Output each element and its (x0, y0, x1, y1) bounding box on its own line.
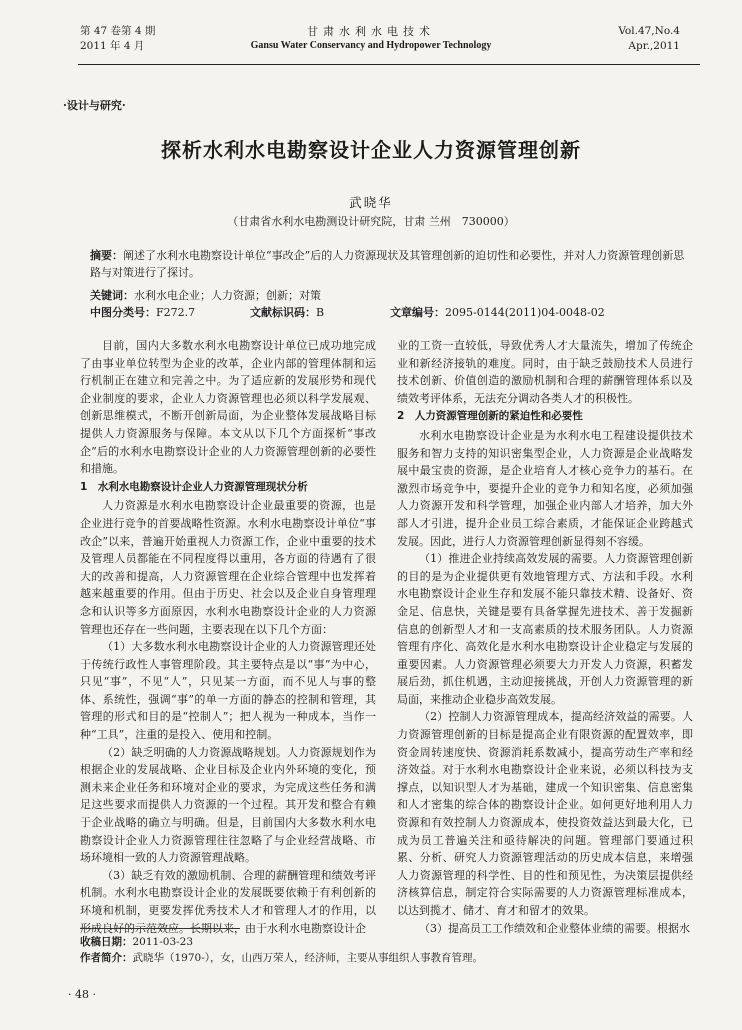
author-affiliation: （甘肃省水利水电勘测设计研究院，甘肃 兰州 730000） (227, 215, 515, 228)
header-rule (78, 64, 700, 65)
issue-date: 2011 年 4 月 (80, 40, 145, 52)
body-column-right (397, 337, 693, 937)
paragraph: 目前，国内大多数水利水电勘察设计单位已成功地完成了由事业单位转型为企业的改革，企业内部的管理体制和运行机制正在建立和完善之中。为了适应新的发展形势和现代企业制度的要求，企业人力资源管理也必须以科学发展观、创新思维模式，不断开创新局面，为企业整体发展战略目标提供人力资源服务与保障。本文从以下几个方面探析“事改企”后的水利水电勘察设计企业的人力资源管理创新的必要性和措施。 (80, 339, 376, 476)
section-heading: 2 人力资源管理创新的紧迫性和必要性 (397, 410, 583, 423)
received-date-value: 2011-03-23 (132, 936, 194, 948)
paragraph: （3）提高员工工作绩效和企业整体业绩的需要。根据水 (419, 921, 690, 935)
paragraph: 水利水电勘察设计企业是为水利水电工程建设提供技术服务和智力支持的知识密集型企业，人力资源是企业战略发展中最宝贵的资源，是企业培育人才核心竞争力的基石。在激烈市场竞争中，要提升企业的竞争力和知名度，必须加强人力资源开发和科学管理，加强企业内部人才培养，加大外部人才引进，提升企业员工综合素质，才能保证企业跨越式发展。因此，进行人力资源管理创新显得刻不容缓。 (397, 428, 693, 548)
journal-issue-en (618, 24, 680, 54)
paragraph: （2）控制人力资源管理成本，提高经济效益的需要。人力资源管理创新的目标是提高企业有限资源的配置效率，即资金周转速度快、资源消耗系数减小，提高劳动生产率和经济效益。对于水利水电勘察设计企业来说，必须以科技为支撑点，以知识型人才为基础，建成一个知识密集、信息密集和人才密集的综合体的勘察设计企业。如何更好地利用人力资源和有效控制人力资源成本，使投资效益达到最大化，已成为员工普遍关注和亟待解决的问题。管理部门要通过积累、分析、研究人力资源管理活动的历史成本信息，来增强人力资源管理的科学性、目的性和预见性，为决策层提供经济核算信息，制定符合实际需要的人力资源管理标准成本，以达到揽才、储才、育才和留才的效果。 (397, 710, 693, 917)
body-column-left (80, 337, 376, 937)
volume-issue: 第 47 卷第 4 期 (80, 25, 156, 37)
page-number: · 48 · (68, 988, 96, 1001)
doc-code-value: B (316, 306, 325, 319)
section-tag: ·设计与研究· (63, 99, 126, 112)
section-heading: 1 水利水电勘察设计企业人力资源管理现状分析 (80, 480, 308, 493)
issue-date-en: Apr.,2011 (628, 40, 680, 52)
abstract (90, 247, 690, 281)
classification-line (90, 304, 690, 321)
volume-issue-en: Vol.47,No.4 (618, 25, 680, 37)
paragraph: 业的工资一直较低，导致优秀人才大量流失，增加了传统企业和新经济接轨的难度。同时，由于缺乏鼓励技术人员进行技术创新、价值创造的激励机制和合理的薪酬管理体系以及绩效考评体系，无法充分调动各类人才的积极性。 (397, 339, 693, 405)
footnote-rule (80, 928, 240, 929)
article-no-label: 文章编号： (390, 306, 445, 319)
paragraph: （1）大多数水利水电勘察设计企业的人力资源管理还处于传统行政性人事管理阶段。其主要特点是以“事”为中心，只见“事”，不见“人”，只见某一方面，而不见人与事的整体、系统性，强调“事”的单一方面的静态的控制和管理，其管理的形式和目的是“控制人”；把人视为一种成本，当作一种“工具”，注重的是投入、使用和控制。 (80, 640, 376, 742)
author-bio-note (80, 950, 483, 966)
paragraph: 人力资源是水利水电勘察设计企业最重要的资源，也是企业进行竞争的首要战略性资源。水利水电勘察设计单位“事改企”以来，普遍开始重视人力资源工作，企业中重要的技术及管理人员都能在不同程度得以重用，各方面的待遇有了很大的改善和提高，人力资源管理在企业综合管理中也发挥着越来越重要的作用。但由于历史、社会以及企业自身管理理念和认识等多方面原因，水利水电勘察设计企业的人力资源管理也还存在一些问题，主要表现在以下几个方面： (80, 499, 376, 636)
paragraph: （1）推进企业持续高效发展的需要。人力资源管理创新的目的是为企业提供更有效地管理方式、方法和手段。水利水电勘察设计企业生存和发展不能只靠技术精、设备好、资金足、信息快，关键是要有具备掌握先进技术、善于发掘新信息的创新型人才和一支高素质的技术服务团队。人力资源管理有序化、高效化是水利水电勘察设计企业稳定与发展的重要因素。人力资源管理必须要大力开发人力资源，积蓄发展后劲，抓住机遇，主动迎接挑战，开创人力资源管理的新局面，来推动企业稳步高效发展。 (397, 552, 693, 706)
paragraph: （3）缺乏有效的激励机制、合理的薪酬管理和绩效考评机制。水利水电勘察设计企业的发展既要依赖于有利创新的环境和机制，更要发挥优秀技术人才和管理人才的作用，以形成良好的示范效应。长期以来，由于水利水电勘察设计企 (80, 868, 376, 935)
doc-code-label: 文献标识码： (250, 306, 316, 319)
paragraph: （2）缺乏明确的人力资源战略规划。人力资源规划作为根据企业的发展战略、企业目标及企业内外环境的变化，预测未来企业任务和环境对企业的要求，为完成这些任务和满足这些要求而提供人力资源的一个过程。其开发和整合有赖于企业战略的确立与明确。但是，目前国内大多数水利水电勘察设计企业人力资源管理往往忽略了与企业经营战略、市场环境相一致的人力资源管理战略。 (80, 745, 376, 865)
received-date-label: 收稿日期： (80, 936, 133, 948)
abstract-text: 阐述了水利水电勘察设计单位“事改企”后的人力资源现状及其管理创新的迫切性和必要性，并对人力资源管理创新思路与对策进行了探讨。 (90, 249, 685, 279)
received-date-note (80, 934, 193, 950)
running-header (0, 24, 742, 72)
clc-label: 中图分类号： (90, 306, 156, 319)
keywords-label: 关键词： (90, 289, 134, 302)
keywords-text: 水利水电企业；人力资源；创新；对策 (134, 289, 321, 302)
abstract-label: 摘要： (90, 249, 123, 262)
article-no-value: 2095-0144(2011)04-0048-02 (445, 306, 605, 319)
clc-value: F272.7 (156, 306, 196, 319)
keywords (90, 287, 690, 304)
author-name: 武晓华 (349, 195, 393, 210)
journal-name-cn: 甘肃水利水电技术 (307, 25, 435, 38)
article-title: 探析水利水电勘察设计企业人力资源管理创新 (161, 138, 581, 162)
author-bio-value: 武晓华（1970-），女，山西万荣人，经济师，主要从事组织人事教育管理。 (132, 952, 484, 964)
author-bio-label: 作者简介： (80, 952, 133, 964)
journal-name-en: Gansu Water Conservancy and Hydropower Technology (250, 40, 492, 51)
